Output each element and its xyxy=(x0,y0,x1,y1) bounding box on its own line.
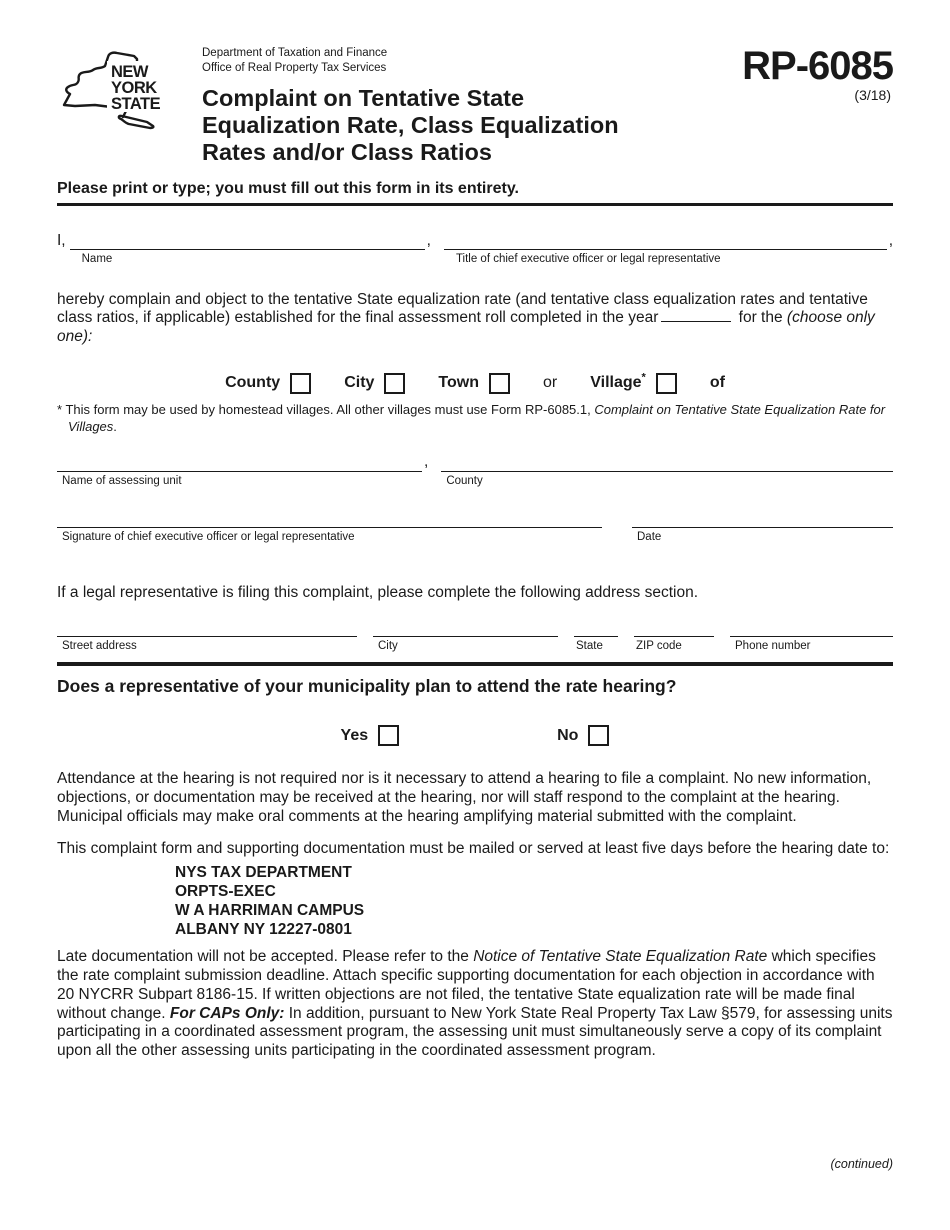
state-label: State xyxy=(576,640,603,653)
hearing-yesno-row xyxy=(57,725,893,746)
assessing-unit-label: Name of assessing unit xyxy=(62,474,182,487)
mailing-address-line2: ORPTS-EXEC xyxy=(175,883,276,901)
late-doc-part3: In addition, pursuant to New York State Real Property Tax Law §579, for assessing units participating in a coordinated assessment program, the assessing unit must simultaneously serve a copy of its complaint upon all the other assessing units participating in the coordinated assessment program. xyxy=(57,1004,893,1060)
mailing-address xyxy=(175,864,893,939)
village-word: Village xyxy=(590,374,642,392)
street-address-label: Street address xyxy=(62,640,137,653)
form-header xyxy=(57,46,893,167)
declarant-row xyxy=(57,232,893,267)
of-text: of xyxy=(709,374,725,392)
year-blank-line[interactable] xyxy=(661,309,731,322)
county-line[interactable] xyxy=(441,454,893,472)
mailing-address-line3: W A HARRIMAN CAMPUS xyxy=(175,901,365,919)
no-checkbox[interactable] xyxy=(588,725,609,746)
or-text: or xyxy=(543,374,558,392)
late-documentation-paragraph xyxy=(57,948,893,1061)
late-doc-caps-only: For CAPs Only: xyxy=(169,1004,285,1022)
hearing-question: Does a representative of your municipality plan to attend the rate hearing? xyxy=(57,676,677,697)
signature-row xyxy=(57,510,893,544)
legal-rep-note: If a legal representative is filing this complaint, please complete the following address section. xyxy=(57,584,699,602)
office-line: Office of Real Property Tax Services xyxy=(202,61,387,74)
ny-state-map-icon xyxy=(57,48,177,136)
county-label: County xyxy=(446,474,483,487)
attendance-paragraph: Attendance at the hearing is not required nor is it necessary to attend a hearing to file a complaint. No new information, objections, or documentation may be received at the hearing, nor will staff respond to the complaint at the hearing. Municipal officials may make oral comments at the hearing amplifying material submitted with the complaint. xyxy=(57,770,872,825)
declarant-title-label: Title of chief executive officer or legal representative xyxy=(455,253,721,266)
mailing-address-line4: ALBANY NY 12227-0801 xyxy=(175,920,352,938)
logo-text-new: NEW xyxy=(111,63,148,81)
print-type-notice: Please print or type; you must fill out this form in its entirety. xyxy=(57,179,519,197)
signature-label: Signature of chief executive officer or legal representative xyxy=(62,531,355,544)
mailing-address-line1: NYS TAX DEPARTMENT xyxy=(175,864,352,882)
yes-label: Yes xyxy=(340,726,369,744)
form-number: RP-6085 xyxy=(742,44,893,88)
county-checkbox[interactable] xyxy=(290,373,311,394)
department-line: Department of Taxation and Finance xyxy=(202,47,388,59)
late-doc-notice-title: Notice of Tentative State Equalization Rate xyxy=(473,948,768,966)
choose-only-one: (choose only one): xyxy=(57,309,875,346)
declarant-comma1: , xyxy=(426,231,431,249)
no-label: No xyxy=(557,726,579,744)
state-line[interactable] xyxy=(574,619,618,637)
declaration-text-before-year: hereby complain and object to the tentative State equalization rate (and tentative class equalization rates and tentative class ratios, if applicable) established for the final assessment roll completed in the year xyxy=(57,290,868,327)
footnote-period: . xyxy=(113,419,117,435)
footnote-form-title: Complaint on Tentative State Equalization Rate for Villages xyxy=(68,401,886,435)
village-option-label xyxy=(590,374,646,392)
signature-line[interactable] xyxy=(57,510,602,528)
city-option-label: City xyxy=(344,374,375,392)
mailing-instructions: This complaint form and supporting documentation must be mailed or served at least five days before the hearing date to: xyxy=(57,839,890,857)
late-doc-part2: which specifies the rate complaint submission deadline. Attach specific supporting documentation for each objection in accordance with 20 NYCRR Subpart 8186-15. If written objections are not filed, the tentative State equalization rate will be made final without change. xyxy=(57,948,876,1022)
nys-logo xyxy=(57,48,177,141)
footnote-text: This form may be used by homestead villages. All other villages must use Form RP-6085.1, xyxy=(62,401,595,417)
declarant-comma2: , xyxy=(888,231,893,249)
declarant-name-label: Name xyxy=(81,253,113,266)
form-revision: (3/18) xyxy=(854,87,891,103)
municipality-option-row xyxy=(57,373,893,394)
late-doc-part1: Late documentation will not be accepted. Please refer to the xyxy=(57,948,474,966)
village-footnote xyxy=(57,401,893,435)
phone-label: Phone number xyxy=(735,640,811,653)
town-checkbox[interactable] xyxy=(489,373,510,394)
continued-note: (continued) xyxy=(830,1157,893,1171)
form-title xyxy=(202,85,742,167)
declarant-prefix: I, xyxy=(57,231,66,249)
form-title-line3: Rates and/or Class Ratios xyxy=(202,139,492,166)
date-line[interactable] xyxy=(632,510,893,528)
date-label: Date xyxy=(637,531,662,544)
town-option-label: Town xyxy=(438,374,479,392)
form-title-line1: Complaint on Tentative State xyxy=(202,84,525,111)
zip-label: ZIP code xyxy=(636,640,682,653)
yes-checkbox[interactable] xyxy=(378,725,399,746)
city-label: City xyxy=(378,640,398,653)
form-title-line2: Equalization Rate, Class Equalization xyxy=(202,112,619,139)
zip-line[interactable] xyxy=(634,619,714,637)
section-divider xyxy=(57,662,893,666)
assessing-unit-line[interactable] xyxy=(57,454,422,472)
city-line[interactable] xyxy=(373,619,558,637)
city-checkbox[interactable] xyxy=(384,373,405,394)
address-row xyxy=(57,619,893,653)
street-address-line[interactable] xyxy=(57,619,357,637)
declarant-name-line[interactable] xyxy=(70,232,425,250)
header-divider xyxy=(57,203,893,206)
declarant-title-line[interactable] xyxy=(444,232,887,250)
village-asterisk: * xyxy=(641,372,646,385)
declaration-paragraph xyxy=(57,291,893,347)
village-checkbox[interactable] xyxy=(656,373,677,394)
county-option-label: County xyxy=(225,374,281,392)
logo-text-state: STATE xyxy=(111,95,161,113)
footnote-marker: * xyxy=(57,401,63,417)
assessing-unit-row xyxy=(57,453,893,488)
declaration-text-after-year: for the xyxy=(734,309,787,327)
logo-text-york: YORK xyxy=(111,79,157,97)
assessing-unit-comma: , xyxy=(424,453,429,471)
phone-line[interactable] xyxy=(730,619,893,637)
